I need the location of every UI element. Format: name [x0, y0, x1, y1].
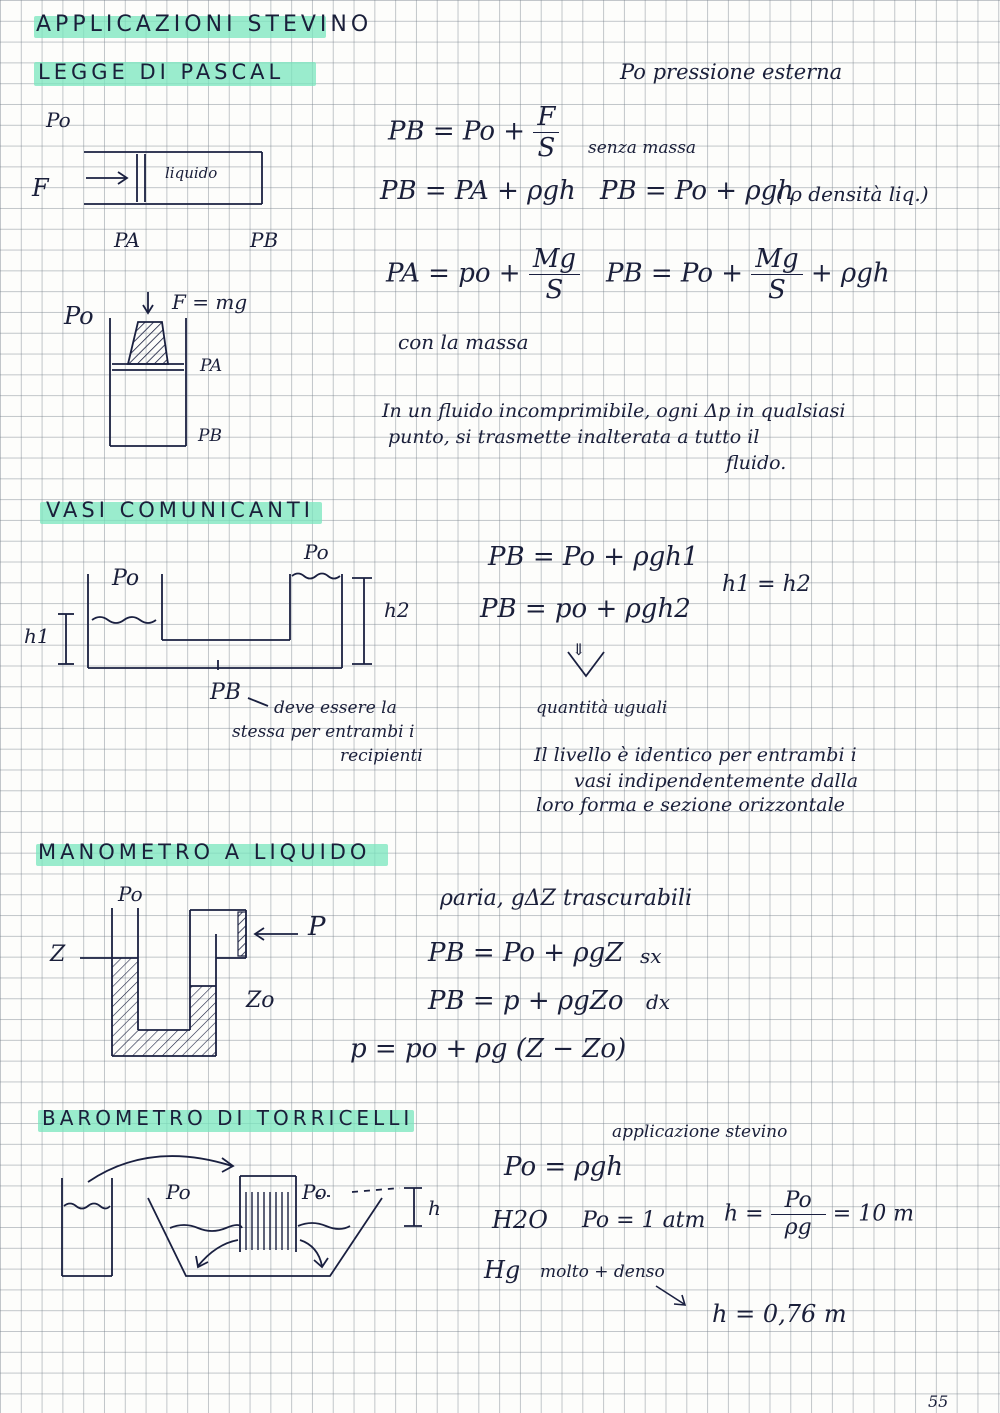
- pascal-eq4-num: Mg: [529, 246, 580, 275]
- page-title: APPLICAZIONI STEVINO: [36, 12, 373, 37]
- manometro-label-z0: Zo: [246, 988, 275, 1013]
- pascal-eq4-lhs: PA = po +: [386, 258, 521, 289]
- pascal-fig2-pa: PA: [200, 356, 223, 376]
- vasi-label-p0-right: Po: [304, 540, 329, 564]
- pascal-label-pb: PB: [250, 228, 279, 252]
- barometro-hg: Hg: [484, 1256, 521, 1284]
- pascal-eq1-den: S: [537, 133, 556, 163]
- barometro-hg-h: h = 0,76 m: [712, 1300, 847, 1328]
- pascal-fig2-pb: PB: [198, 426, 222, 446]
- manometro-eq2-side: dx: [646, 990, 671, 1014]
- pascal-label-liquido: liquido: [165, 164, 218, 182]
- pascal-eq5-tail: + ρgh: [810, 258, 890, 289]
- manometro-label-p0: Po: [118, 882, 143, 906]
- manometro-eq1: PB = Po + ρgZ: [428, 938, 624, 968]
- pascal-label-pa: PA: [114, 228, 141, 252]
- barometro-h-lhs: h =: [724, 1201, 764, 1227]
- pascal-label-p0: Po: [46, 108, 71, 132]
- pascal-eq5-lhs: PB = Po +: [606, 258, 744, 289]
- pascal-eq4-den: S: [545, 275, 564, 305]
- pascal-principle-line1: In un fluido incomprimibile, ogni Δp in qualsiasi: [382, 400, 846, 422]
- barometro-label-p0-a: Po: [166, 1180, 191, 1204]
- page-number: 55: [928, 1392, 949, 1411]
- manometro-eq3: p = po + ρg (Z − Zo): [350, 1034, 627, 1064]
- manometro-eq2: PB = p + ρgZo: [428, 986, 624, 1016]
- pascal-principle-line2: punto, si trasmette inalterata a tutto il: [388, 426, 760, 448]
- manometro-label-z: Z: [50, 942, 66, 967]
- vasi-note-line1: deve essere la: [274, 698, 397, 718]
- vasi-heading: VASI COMUNICANTI: [46, 498, 314, 522]
- vasi-eq2: PB = po + ρgh2: [480, 594, 691, 624]
- pascal-density-note: ( ρ densità liq.): [776, 182, 929, 206]
- vasi-equal: h1 = h2: [722, 572, 811, 597]
- pascal-eq2: PB = PA + ρgh: [380, 176, 576, 206]
- barometro-hg-note: molto + denso: [540, 1262, 665, 1282]
- manometro-negligible: ρaria, gΔZ trascurabili: [440, 886, 693, 911]
- barometro-label-h: h: [428, 1196, 441, 1220]
- barometro-h-den: ρg: [784, 1215, 812, 1240]
- vasi-label-h2: h2: [384, 598, 410, 622]
- barometro-h-val: = 10 m: [832, 1201, 915, 1227]
- pascal-eq5-den: S: [768, 275, 786, 305]
- pascal-heading: LEGGE DI PASCAL: [38, 60, 285, 84]
- vasi-note-line3: recipienti: [340, 746, 423, 766]
- pascal-note-con: con la massa: [398, 330, 529, 354]
- pascal-principle-line3: fluido.: [726, 452, 787, 474]
- barometro-app-note: applicazione stevino: [612, 1122, 788, 1142]
- barometro-label-p0-b: Po: [302, 1180, 327, 1204]
- barometro-heading: BAROMETRO DI TORRICELLI: [42, 1106, 414, 1130]
- pascal-p0-note: Po pressione esterna: [620, 60, 843, 84]
- barometro-h-num: Po: [771, 1190, 826, 1215]
- vasi-label-p0-left: Po: [112, 566, 140, 591]
- vasi-desc-line2: vasi indipendentemente dalla: [574, 770, 859, 792]
- barometro-h2o: H2O: [492, 1206, 548, 1234]
- pascal-eq1-num: F: [533, 104, 559, 133]
- vasi-desc-line1: Il livello è identico per entrambi i: [534, 744, 857, 766]
- pascal-eq3: PB = Po + ρgh: [600, 176, 794, 206]
- pascal-note-senza: senza massa: [588, 138, 697, 158]
- pascal-label-f: F: [32, 174, 49, 202]
- pascal-fig2-force: F = mg: [172, 290, 248, 314]
- vasi-implies: ⇓: [572, 640, 586, 659]
- vasi-note-line2: stessa per entrambi i: [232, 722, 415, 742]
- pascal-eq1-lhs: PB = Po +: [388, 116, 526, 147]
- vasi-eq1: PB = Po + ρgh1: [488, 542, 699, 572]
- vasi-label-h1: h1: [24, 624, 50, 648]
- vasi-quantita: quantità uguali: [536, 698, 668, 718]
- manometro-label-p: P: [308, 912, 326, 942]
- barometro-eq1: Po = ρgh: [504, 1152, 624, 1182]
- vasi-desc-line3: loro forma e sezione orizzontale: [536, 794, 845, 816]
- manometro-heading: MANOMETRO A LIQUIDO: [38, 840, 371, 864]
- pascal-fig2-p0: Po: [64, 302, 94, 330]
- manometro-eq1-side: sx: [640, 944, 662, 968]
- barometro-p0-val: Po = 1 atm: [582, 1208, 706, 1233]
- pascal-eq5-num: Mg: [751, 246, 802, 275]
- vasi-label-pb: PB: [210, 680, 241, 705]
